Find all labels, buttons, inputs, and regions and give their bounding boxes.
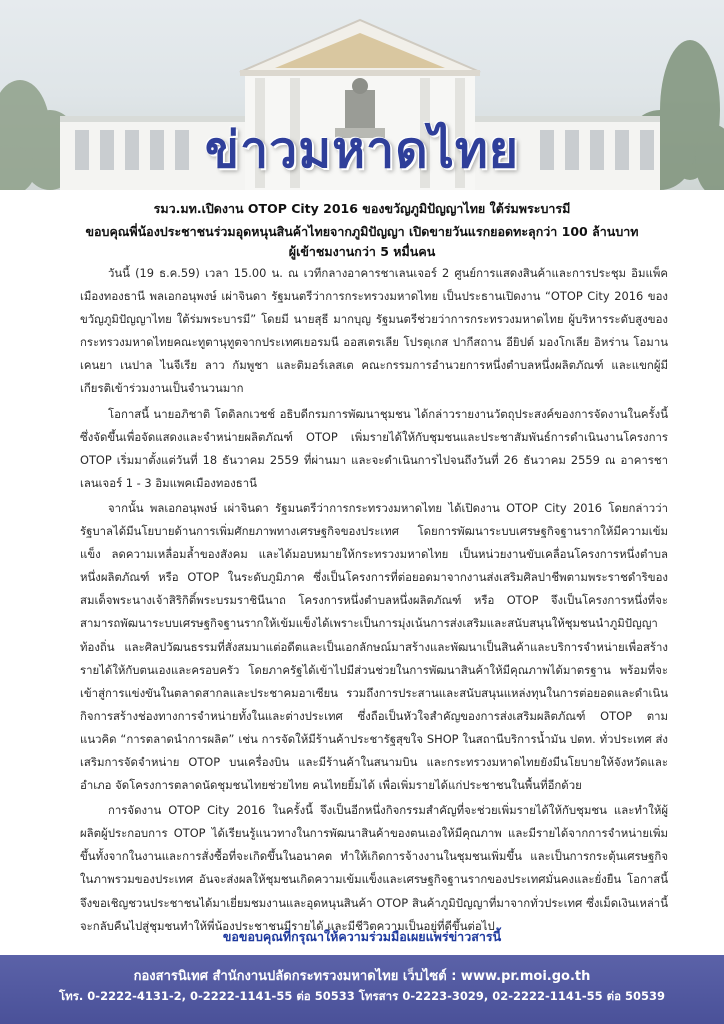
footer-office-website: กองสารนิเทศ สำนักงานปลัดกระทรวงมหาดไทย เว็บไซต์ : www.pr.moi.go.th [133, 969, 591, 984]
article-paragraph: การจัดงาน OTOP City 2016 ในครั้งนี้ จึงเป็นอีกหนึ่งกิจกรรมสำคัญที่จะช่วยเพิ่มรายได้ให้กับชุมชน และทำให้ผู้ผลิตผู้ประกอบการ OTOP ได้เรียนรู้แนวทางในการพัฒนาสินค้าของตนเองให้มีคุณภาพ และมีรายได้จากการจำหน่ายเพิ่มขึ้นทั้งจากในงานและการสั่งซื้อที่จะเกิดขึ้นในอนาคต ทำให้เกิดการจ้างงานในชุมชนเพิ่มขึ้น และเป็นการกระตุ้นเศรษฐกิจในภาพรวมของประเทศ อันจะส่งผลให้ชุมชนเกิดความเข้มแข็งและเศรษฐกิจฐานรากของประเทศมั่นคงและยั่งยืน โอกาสนี้จึงขอเชิญชวนประชาชนได้มาเยี่ยมชมงานและอุดหนุนสินค้า OTOP สินค้าภูมิปัญญาที่มาจากทั่วประเทศ ซึ่งเม็ดเงินเหล่านี้จะกลับคืนไปสู่ชุมชนทำให้พี่น้องประชาชนมีรายได้ และมีชีวิตความเป็นอยู่ที่ดีขึ้นต่อไป [80, 803, 668, 933]
masthead-title: ข่าวมหาดไทย [204, 121, 520, 179]
article-paragraph: วันนี้ (19 ธ.ค.59) เวลา 15.00 น. ณ เวทีกลางอาคารชาเลนเจอร์ 2 ศูนย์การแสดงสินค้าและการประชุม อิมแพ็ค เมืองทองธานี พลเอกอนุพงษ์ เผ่าจินดา รัฐมนตรีว่าการกระทรวงมหาดไทย เป็นประธานเปิดงาน “OTOP City 2016 ของขวัญภูมิปัญญาไทย ใต้ร่มพระบารมี” โดยมี นายสุธี มากบุญ รัฐมนตรีช่วยว่าการกระทรวงมหาดไทย ผู้บริหารระดับสูงของกระทรวงมหาดไทยคณะทูตานุทูตจากประเทศเยอรมนี ออสเตรเลีย โปรตุเกส ปากีสถาน อียิปต์ มองโกเลีย อิหร่าน โอมาน เคนยา เนปาล ไนจีเรีย ลาว กัมพูชา และติมอร์เลสเต คณะกรรมการอำนวยการหนึ่งตำบลหนึ่งผลิตภัณฑ์ และแขกผู้มีเกียรติเข้าร่วมงานเป็นจำนวนมาก [80, 266, 668, 396]
footer-bar [0, 955, 724, 1024]
article-paragraph: โอกาสนี้ นายอภิชาติ โตดิลกเวชช์ อธิบดีกรมการพัฒนาชุมชน ได้กล่าวรายงานวัตถุประสงค์ของการจัดงานในครั้งนี้ซึ่งจัดขึ้นเพื่อจัดแสดงและจำหน่ายผลิตภัณฑ์ OTOP เพิ่มรายได้ให้กับชุมชนและประชาสัมพันธ์การดำเนินงานโครงการ OTOP เริ่มมาตั้งแต่วันที่ 18 ธันวาคม 2559 ที่ผ่านมา และจะดำเนินการไปจนถึงวันที่ 26 ธันวาคม 2559 ณ อาคารชาเลนเจอร์ 1 - 3 อิมแพคเมืองทองธานี [80, 406, 668, 490]
headline-line-1: รมว.มท.เปิดงาน OTOP City 2016 ของขวัญภูมิปัญญาไทย ใต้ร่มพระบารมี [153, 201, 571, 216]
article-body [80, 262, 668, 940]
footer-contact-numbers: โทร. 0-2222-4131-2, 0-2222-1141-55 ต่อ 50533 โทรสาร 0-2223-3029, 02-2222-1141-55 ต่อ 50539 [58, 989, 665, 1003]
masthead-banner [0, 0, 724, 190]
headline-line-3: ผู้เข้าชมงานกว่า 5 หมื่นคน [288, 244, 436, 259]
article-paragraph: จากนั้น พลเอกอนุพงษ์ เผ่าจินดา รัฐมนตรีว่าการกระทรวงมหาดไทย ได้เปิดงาน OTOP City 2016 โดยกล่าวว่า รัฐบาลได้มีนโยบายด้านการเพิ่มศักยภาพทางเศรษฐกิจของประเทศ โดยการพัฒนาระบบเศรษฐกิจฐานรากให้มีความเข้มแข็ง ลดความเหลื่อมล้ำของสังคม และได้มอบหมายให้กระทรวงมหาดไทย เป็นหน่วยงานขับเคลื่อนโครงการหนึ่งตำบล หนึ่งผลิตภัณฑ์ หรือ OTOP ในระดับภูมิภาค ซึ่งเป็นโครงการที่ต่อยอดมาจากงานส่งเสริมศิลปาชีพตามพระราชดำริของสมเด็จพระนางเจ้าสิริกิติ์พระบรมราชินีนาถ โครงการหนึ่งตำบลหนึ่งผลิตภัณฑ์ หรือ OTOP จึงเป็นโครงการหนึ่งที่จะสามารถพัฒนาระบบเศรษฐกิจฐานรากให้เข้มแข็งได้เพราะเป็นการมุ่งเน้นการส่งเสริมและสนับสนุนให้ชุมชนนำภูมิปัญญาท้องถิ่น และศิลปวัฒนธรรมที่สั่งสมมาแต่อดีตและเป็นเอกลักษณ์มาสร้างและพัฒนาเป็นสินค้าและบริการจำหน่ายเพื่อสร้างรายได้ให้กับตนเองและครอบครัว โดยภาครัฐได้เข้าไปมีส่วนช่วยในการพัฒนาสินค้าให้มีคุณภาพได้มาตรฐาน พร้อมที่จะเข้าสู่การแข่งขันในตลาดสากลและประชาคมอาเซียน รวมถึงการประสานและสนับสนุนแหล่งทุนในการต่อยอดและดำเนินกิจการสร้างช่องทางการจำหน่ายทั้งในและต่างประเทศ ซึ่งถือเป็นหัวใจสำคัญของการส่งเสริมผลิตภัณฑ์ OTOP ตามแนวคิด “การตลาดนำการผลิต” เช่น การจัดให้มีร้านค้าประชารัฐสุขใจ SHOP ในสถานีบริการน้ำมัน ปตท. ทั่วประเทศ ส่งเสริมการจัดจำหน่าย OTOP บนเครื่องบิน และมีร้านค้าในสนามบิน และกระทรวงมหาดไทยยังมีนโยบายให้จังหวัดและอำเภอ จัดโครงการตลาดนัดชุมชนไทยช่วยไทย คนไทยยิ้มได้ เพื่อเพิ่มรายได้แก่ประชาชนในพื้นที่อีกด้วย [80, 500, 668, 793]
headline-line-2: ขอบคุณพี่น้องประชาชนร่วมอุดหนุนสินค้าไทยจากภูมิปัญญา เปิดขายวันแรกยอดทะลุกว่า 100 ล้านบาท [85, 224, 639, 239]
closing-note: ขอขอบคุณที่กรุณาให้ความร่วมมือเผยแพร่ข่าวสารนี้ [222, 929, 502, 944]
